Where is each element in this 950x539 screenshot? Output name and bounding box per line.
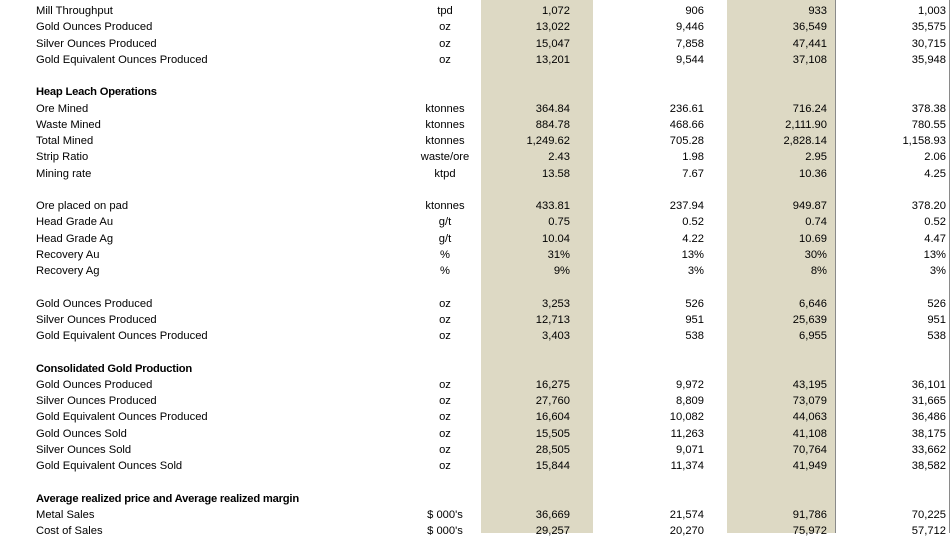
value-cell: 538 <box>927 330 946 342</box>
value-cell: 949.87 <box>792 200 827 212</box>
table-row <box>0 3 950 19</box>
table-row <box>0 328 950 344</box>
table-row <box>0 377 950 393</box>
value-cell: 8% <box>810 265 827 277</box>
value-cell: 1,158.93 <box>902 135 946 147</box>
row-unit: oz <box>439 21 451 34</box>
row-unit: % <box>440 265 450 277</box>
value-cell: 705.28 <box>669 135 704 147</box>
row-unit: % <box>440 248 450 261</box>
spacer-row <box>0 344 950 360</box>
value-cell: 11,374 <box>670 460 704 472</box>
row-unit: $ 000's <box>427 525 463 537</box>
value-cell: 44,063 <box>792 411 827 424</box>
row-label: Ore placed on pad <box>36 200 129 212</box>
row-unit: g/t <box>438 232 452 245</box>
value-cell: 2,111.90 <box>785 118 827 131</box>
row-label: Metal Sales <box>36 508 95 521</box>
section-header: Heap Leach Operations <box>36 86 157 99</box>
value-cell: 3% <box>929 265 946 277</box>
value-cell: 31% <box>547 248 570 261</box>
value-cell: 8,809 <box>676 395 704 407</box>
row-unit: oz <box>439 297 451 310</box>
value-cell: 13% <box>923 248 946 261</box>
value-cell: 6,955 <box>799 330 827 342</box>
value-cell: 906 <box>685 5 704 17</box>
row-unit: oz <box>439 443 451 456</box>
row-label: Cost of Sales <box>36 525 103 537</box>
value-cell: 43,195 <box>792 378 827 391</box>
value-cell: 780.55 <box>911 118 946 131</box>
value-cell: 13.58 <box>542 167 570 180</box>
value-cell: 27,760 <box>535 395 570 407</box>
value-cell: 468.66 <box>669 118 704 131</box>
value-cell: 433.81 <box>535 200 570 212</box>
spacer-row <box>0 279 950 295</box>
value-cell: 25,639 <box>792 313 827 326</box>
value-cell: 36,486 <box>911 411 946 424</box>
value-cell: 1,249.62 <box>526 135 570 147</box>
value-cell: 951 <box>927 313 946 326</box>
row-unit: g/t <box>438 216 452 229</box>
row-label: Mill Throughput <box>36 5 113 17</box>
row-unit: ktpd <box>434 167 456 180</box>
value-cell: 7,858 <box>676 37 704 50</box>
row-unit: oz <box>439 460 451 472</box>
operating-results-table <box>0 3 950 539</box>
table-row <box>0 523 950 539</box>
row-unit: ktonnes <box>425 135 465 147</box>
value-cell: 35,575 <box>911 21 946 34</box>
value-cell: 3% <box>687 265 704 277</box>
value-cell: 73,079 <box>792 395 827 407</box>
table-row <box>0 198 950 214</box>
row-unit: oz <box>439 330 451 342</box>
value-cell: 36,549 <box>792 21 827 34</box>
value-cell: 13% <box>681 248 704 261</box>
value-cell: 16,604 <box>535 411 570 424</box>
spacer-row <box>0 474 950 490</box>
table-row <box>0 247 950 263</box>
value-cell: 4.47 <box>924 232 946 245</box>
value-cell: 38,582 <box>911 460 946 472</box>
value-cell: 1,072 <box>542 5 570 17</box>
row-unit: oz <box>439 395 451 407</box>
section-header-row <box>0 84 950 100</box>
row-unit: waste/ore <box>420 151 470 164</box>
section-header: Consolidated Gold Production <box>36 362 192 375</box>
value-cell: 75,972 <box>792 525 827 537</box>
row-unit: ktonnes <box>425 118 465 131</box>
value-cell: 3,253 <box>542 297 570 310</box>
table-row <box>0 101 950 117</box>
row-label: Mining rate <box>36 167 92 180</box>
value-cell: 378.20 <box>911 200 946 212</box>
row-label: Gold Equivalent Ounces Produced <box>36 53 208 66</box>
value-cell: 28,505 <box>535 443 570 456</box>
row-unit: oz <box>439 313 451 326</box>
row-label: Gold Equivalent Ounces Produced <box>36 330 208 342</box>
value-cell: 10.04 <box>542 232 570 245</box>
value-cell: 364.84 <box>535 102 570 115</box>
value-cell: 15,047 <box>535 37 570 50</box>
value-cell: 3,403 <box>542 330 570 342</box>
value-cell: 9,972 <box>676 378 704 391</box>
value-cell: 70,225 <box>911 508 946 521</box>
value-cell: 41,108 <box>792 427 827 440</box>
value-cell: 38,175 <box>911 427 946 440</box>
value-cell: 37,108 <box>792 53 827 66</box>
row-unit: oz <box>439 53 451 66</box>
value-cell: 6,646 <box>799 297 827 310</box>
row-label: Recovery Au <box>36 248 100 261</box>
value-cell: 884.78 <box>535 118 570 131</box>
value-cell: 237.94 <box>669 200 704 212</box>
row-label: Gold Equivalent Ounces Sold <box>36 460 183 472</box>
value-cell: 57,712 <box>911 525 946 537</box>
value-cell: 378.38 <box>911 102 946 115</box>
row-label: Total Mined <box>36 135 94 147</box>
row-label: Recovery Ag <box>36 265 100 277</box>
value-cell: 30% <box>804 248 827 261</box>
row-label: Head Grade Au <box>36 216 114 229</box>
value-cell: 0.52 <box>924 216 946 229</box>
section-header-row <box>0 491 950 507</box>
value-cell: 21,574 <box>669 508 704 521</box>
row-label: Gold Ounces Produced <box>36 21 153 34</box>
value-cell: 16,275 <box>535 378 570 391</box>
table-row <box>0 133 950 149</box>
table-row <box>0 393 950 409</box>
value-cell: 20,270 <box>669 525 704 537</box>
row-unit: oz <box>439 411 451 424</box>
table-row <box>0 507 950 523</box>
value-cell: 1,003 <box>918 5 946 17</box>
value-cell: 10.69 <box>799 232 827 245</box>
value-cell: 7.67 <box>682 167 704 180</box>
value-cell: 2.95 <box>805 151 827 164</box>
table-row <box>0 312 950 328</box>
value-cell: 716.24 <box>792 102 827 115</box>
spacer-row <box>0 68 950 84</box>
row-unit: $ 000's <box>427 508 463 521</box>
table-row <box>0 36 950 52</box>
value-cell: 4.22 <box>682 232 704 245</box>
row-label: Ore Mined <box>36 102 89 115</box>
section-header: Average realized price and Average realized margin <box>36 492 299 505</box>
value-cell: 36,101 <box>911 378 946 391</box>
value-cell: 13,022 <box>535 21 570 34</box>
table-row <box>0 231 950 247</box>
table-row <box>0 426 950 442</box>
row-label: Silver Ounces Sold <box>36 443 132 456</box>
value-cell: 526 <box>927 297 946 310</box>
value-cell: 41,949 <box>792 460 827 472</box>
value-cell: 933 <box>808 5 827 17</box>
value-cell: 15,505 <box>535 427 570 440</box>
row-unit: ktonnes <box>425 102 465 115</box>
value-cell: 15,844 <box>535 460 570 472</box>
value-cell: 31,665 <box>911 395 946 407</box>
value-cell: 236.61 <box>669 102 704 115</box>
value-cell: 2.43 <box>548 151 570 164</box>
table-row <box>0 263 950 279</box>
value-cell: 526 <box>685 297 704 310</box>
table-row <box>0 296 950 312</box>
table-row <box>0 52 950 68</box>
table-row <box>0 214 950 230</box>
table-row <box>0 19 950 35</box>
value-cell: 33,662 <box>911 443 946 456</box>
table-row <box>0 409 950 425</box>
row-label: Gold Ounces Sold <box>36 427 127 440</box>
row-unit: ktonnes <box>425 200 465 212</box>
table-row <box>0 458 950 474</box>
value-cell: 11,263 <box>670 427 704 440</box>
table-row <box>0 166 950 182</box>
value-cell: 1.98 <box>682 151 704 164</box>
value-cell: 13,201 <box>535 53 570 66</box>
row-label: Silver Ounces Produced <box>36 313 157 326</box>
row-unit: tpd <box>437 5 453 17</box>
value-cell: 9% <box>553 265 570 277</box>
value-cell: 0.75 <box>548 216 570 229</box>
value-cell: 36,669 <box>535 508 570 521</box>
value-cell: 30,715 <box>911 37 946 50</box>
row-label: Gold Ounces Produced <box>36 297 153 310</box>
value-cell: 9,446 <box>676 21 704 34</box>
value-cell: 29,257 <box>535 525 570 537</box>
row-label: Silver Ounces Produced <box>36 395 157 407</box>
value-cell: 47,441 <box>792 37 827 50</box>
table-row <box>0 117 950 133</box>
value-cell: 10.36 <box>799 167 827 180</box>
table-row <box>0 149 950 165</box>
value-cell: 951 <box>685 313 704 326</box>
value-cell: 0.74 <box>805 216 827 229</box>
value-cell: 91,786 <box>792 508 827 521</box>
value-cell: 35,948 <box>911 53 946 66</box>
value-cell: 2,828.14 <box>783 135 827 147</box>
value-cell: 9,071 <box>676 443 704 456</box>
row-label: Waste Mined <box>36 118 101 131</box>
value-cell: 538 <box>685 330 704 342</box>
row-label: Strip Ratio <box>36 151 89 164</box>
value-cell: 0.52 <box>682 216 704 229</box>
section-header-row <box>0 361 950 377</box>
row-unit: oz <box>439 378 451 391</box>
value-cell: 4.25 <box>924 167 946 180</box>
row-label: Silver Ounces Produced <box>36 37 157 50</box>
value-cell: 12,713 <box>535 313 570 326</box>
row-unit: oz <box>439 427 451 440</box>
spacer-row <box>0 182 950 198</box>
value-cell: 70,764 <box>792 443 827 456</box>
value-cell: 2.06 <box>924 151 946 164</box>
row-label: Head Grade Ag <box>36 232 114 245</box>
row-label: Gold Equivalent Ounces Produced <box>36 411 208 424</box>
row-label: Gold Ounces Produced <box>36 378 153 391</box>
table-row <box>0 442 950 458</box>
value-cell: 9,544 <box>676 53 704 66</box>
row-unit: oz <box>439 37 451 50</box>
value-cell: 10,082 <box>669 411 704 424</box>
